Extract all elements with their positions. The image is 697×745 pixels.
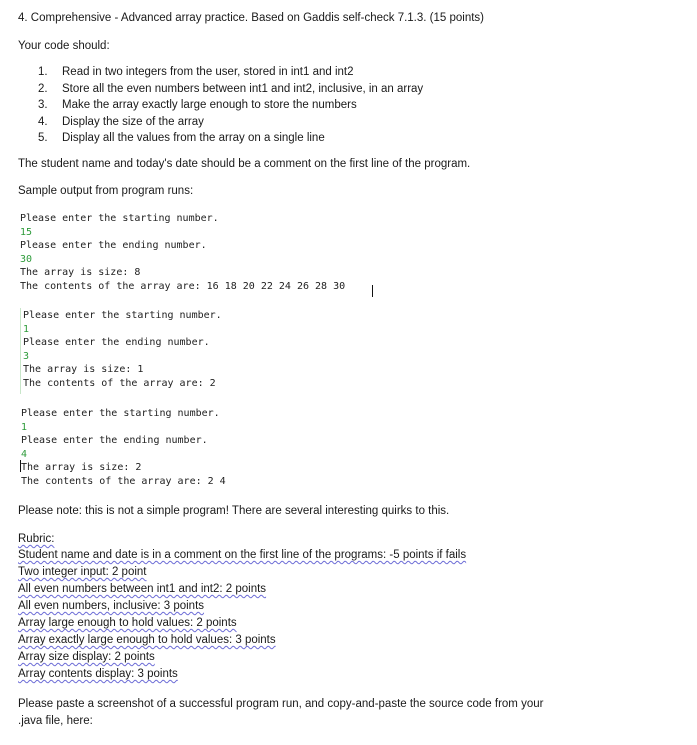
list-item: 4. Display the size of the array xyxy=(38,116,204,128)
intro-text: Your code should: xyxy=(18,40,110,52)
rubric-item: Array exactly large enough to hold values: 3 points xyxy=(18,634,276,646)
end-value: 30 xyxy=(20,254,33,265)
start-value: 15 xyxy=(20,227,33,238)
console-margin-line xyxy=(20,308,21,394)
start-value: 1 xyxy=(23,324,30,335)
comment-note: The student name and today's date should be a comment on the first line of the program. xyxy=(18,158,471,170)
closing-instruction-line-1: Please paste a screenshot of a successful program run, and copy-and-paste the source code from your xyxy=(18,698,544,710)
sample-heading: Sample output from program runs: xyxy=(18,185,194,197)
array-size-line: The array is size: 1 xyxy=(23,364,144,375)
array-size-line: The array is size: 2 xyxy=(21,462,142,473)
rubric-item: Two integer input: 2 point xyxy=(18,566,147,578)
text-cursor xyxy=(372,285,373,297)
end-value: 3 xyxy=(23,351,30,362)
start-value: 1 xyxy=(21,422,28,433)
array-size-line: The array is size: 8 xyxy=(20,267,141,278)
list-item: 2. Store all the even numbers between int1 and int2, inclusive, in an array xyxy=(38,83,424,95)
prompt-start: Please enter the starting number. xyxy=(23,310,222,321)
rubric-item: Array large enough to hold values: 2 points xyxy=(18,617,237,629)
rubric-item: All even numbers, inclusive: 3 points xyxy=(18,600,205,612)
rubric-item: Array contents display: 3 points xyxy=(18,668,178,680)
prompt-end: Please enter the ending number. xyxy=(23,337,210,348)
closing-instruction-line-2: .java file, here: xyxy=(18,715,93,727)
prompt-end: Please enter the ending number. xyxy=(20,240,207,251)
end-value: 4 xyxy=(21,449,28,460)
array-contents-line: The contents of the array are: 2 xyxy=(23,378,216,389)
list-item: 3. Make the array exactly large enough to store the numbers xyxy=(38,99,357,111)
rubric-item: Array size display: 2 points xyxy=(18,651,155,663)
rubric-item: Student name and date is in a comment on the first line of the programs: -5 points if fails xyxy=(18,549,467,561)
rubric-item: All even numbers between int1 and int2: 2 points xyxy=(18,583,267,595)
list-item: 5. Display all the values from the array on a single line xyxy=(38,132,325,144)
array-contents-line: The contents of the array are: 16 18 20 22 24 26 28 30 xyxy=(20,281,346,292)
prompt-end: Please enter the ending number. xyxy=(21,435,208,446)
quirks-note: Please note: this is not a simple program! There are several interesting quirks to this. xyxy=(18,505,450,517)
list-item: 1. Read in two integers from the user, stored in int1 and int2 xyxy=(38,66,354,78)
prompt-start: Please enter the starting number. xyxy=(20,213,219,224)
array-contents-line: The contents of the array are: 2 4 xyxy=(21,476,226,487)
prompt-start: Please enter the starting number. xyxy=(21,408,220,419)
rubric-heading: Rubric: xyxy=(18,533,55,545)
question-title: 4. Comprehensive - Advanced array practice. Based on Gaddis self-check 7.1.3. (15 points) xyxy=(18,12,484,24)
